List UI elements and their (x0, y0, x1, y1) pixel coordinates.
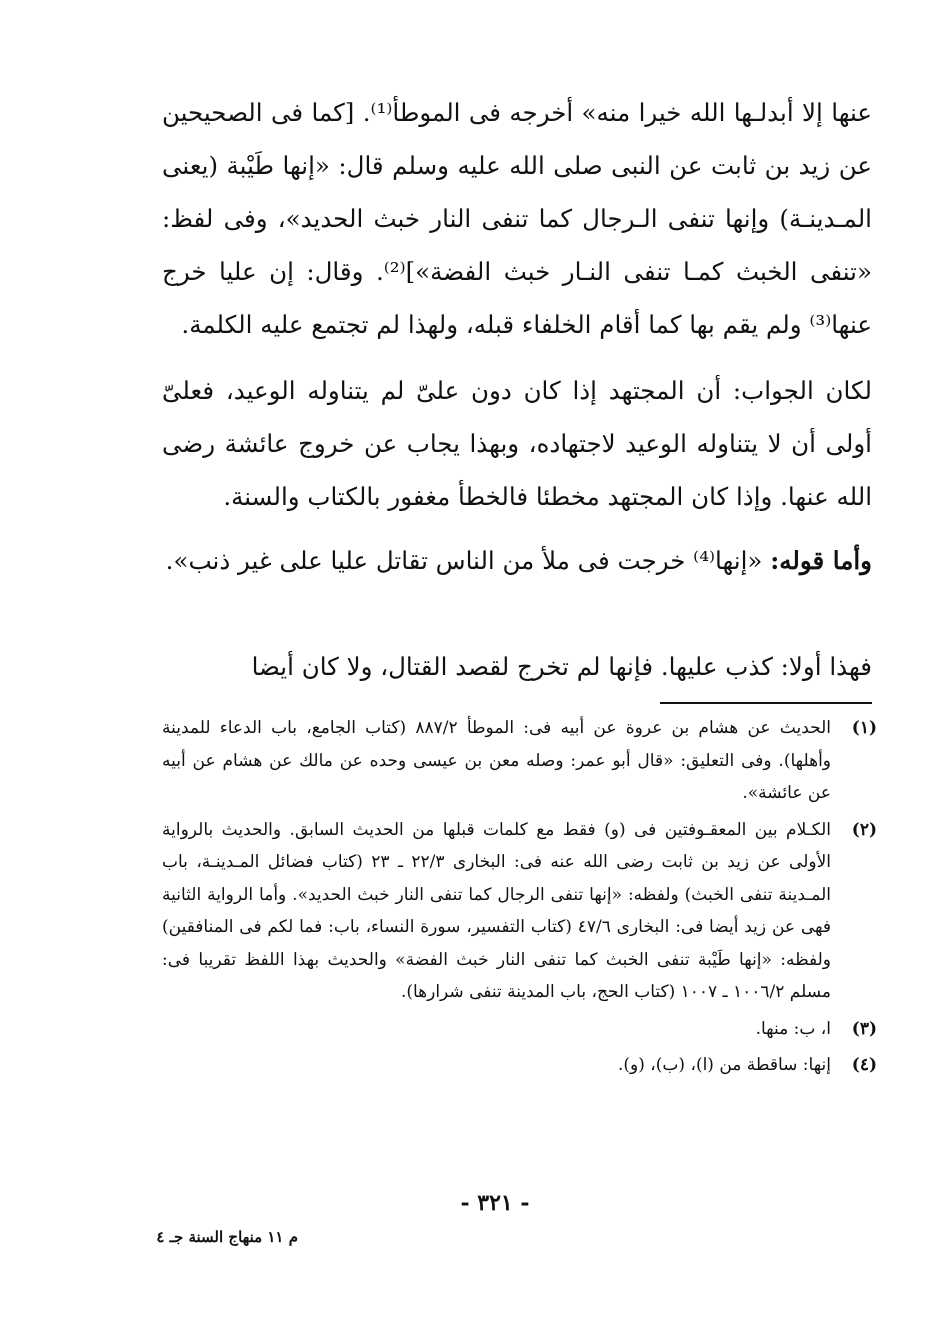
footnote-item (162, 1013, 877, 1046)
footnote-number: (١) (851, 718, 877, 738)
footnotes (162, 712, 877, 1086)
footnote-text: إنها: ساقطة من (ا)، (ب)، (و). (618, 1055, 831, 1075)
footnote-item (162, 712, 877, 810)
paragraph-2: لكان الجواب: أن المجتهد إذا كان دون علىّ لم يتناوله الوعيد، فعلىّ أولى أن لا يتناوله الوعيد لاجتهاده، وبهذا يجاب عن خروج عائشة رضى الله عنها. وإذا كان المجتهد مخطئا فالخطأ مغفور بالكتاب والسنة. (162, 376, 872, 511)
footnote-number: (٤) (851, 1055, 877, 1075)
footnote-text: ا، ب: منها. (755, 1018, 831, 1039)
footnote-item (162, 1049, 877, 1082)
paragraph-4: فهذا أولا: كذب عليها. فإنها لم تخرج لقصد القتال، ولا كان أيضا (251, 652, 872, 681)
footnote-number: (٢) (851, 819, 877, 840)
page-number: - ٣٢١ - (460, 1190, 530, 1216)
footnote-item (162, 814, 877, 1009)
paragraph-3 (162, 534, 872, 587)
footnote-separator (660, 702, 872, 704)
footnote-text: الكـلام بين المعقـوفتين فى (و) فقط مع كلمات قبلها من الحديث السابق. والحديث بالرواية الأولى عن زيد بن ثابت رضى الله عنه فى: البخارى ٢٢/٣ ـ ٢٣ (كتاب فضائل المـدينـة، باب المـدينة تنفى الخبث) ولفظه: «إنها تنفى الرجال كما تنفى النار خبث الحديد». وأما الرواية الثانية فهى عن زيد أيضا فى: البخارى ٤٧/٦ (كتاب التفسير، سورة النساء، باب: فما لكم فى المنافقين) ولفظه: «إنها طَيْبة تنفى الخبث كما تنفى النار خبث الفضة» والحديث بهذا اللفظ تقريبا فى: مسلم ١٠٠٦/٢ ـ ١٠٠٧ (كتاب الحج، باب المدينة تنفى شرارها). (162, 819, 831, 1002)
paragraph-3-text: «إنها⁽⁴⁾ خرجت فى ملأ من الناس تقاتل عليا على غير ذنب». (165, 546, 771, 575)
paragraph-3-lead: وأما قوله: (770, 546, 872, 575)
footnote-number: (٣) (851, 1018, 877, 1039)
footnote-text: الحديث عن هشام بن عروة عن أبيه فى: الموطأ ٨٨٧/٢ (كتاب الجامع، باب الدعاء للمدينة وأهلها). وفى التعليق: «قال أبو عمر: وصله معن بن عيسى وحده عن مالك عن هشام عن أبيه عن عائشة». (162, 718, 831, 803)
paragraph-1: عنها إلا أبدلـها الله خيرا منه» أخرجه فى الموطأ⁽¹⁾. [كما فى الصحيحين عن زيد بن ثابت عن النبى صلى الله عليه وسلم قال: «إنها طَيْبة (يعنى المـدينـة) وإنها تنفى الـرجال كما تنفى النار خبث الحديد»، وفى لفظ: «تنفى الخبث كمـا تنفى النـار خبث الفضة»]⁽²⁾. وقال: إن عليا خرج عنها⁽³⁾ ولم يقم بها كما أقام الخلفاء قبله، ولهذا لم تجتمع عليه الكلمة. (162, 98, 872, 339)
printer-signature: م ١١ منهاج السنة جـ ٤ (156, 1228, 298, 1246)
